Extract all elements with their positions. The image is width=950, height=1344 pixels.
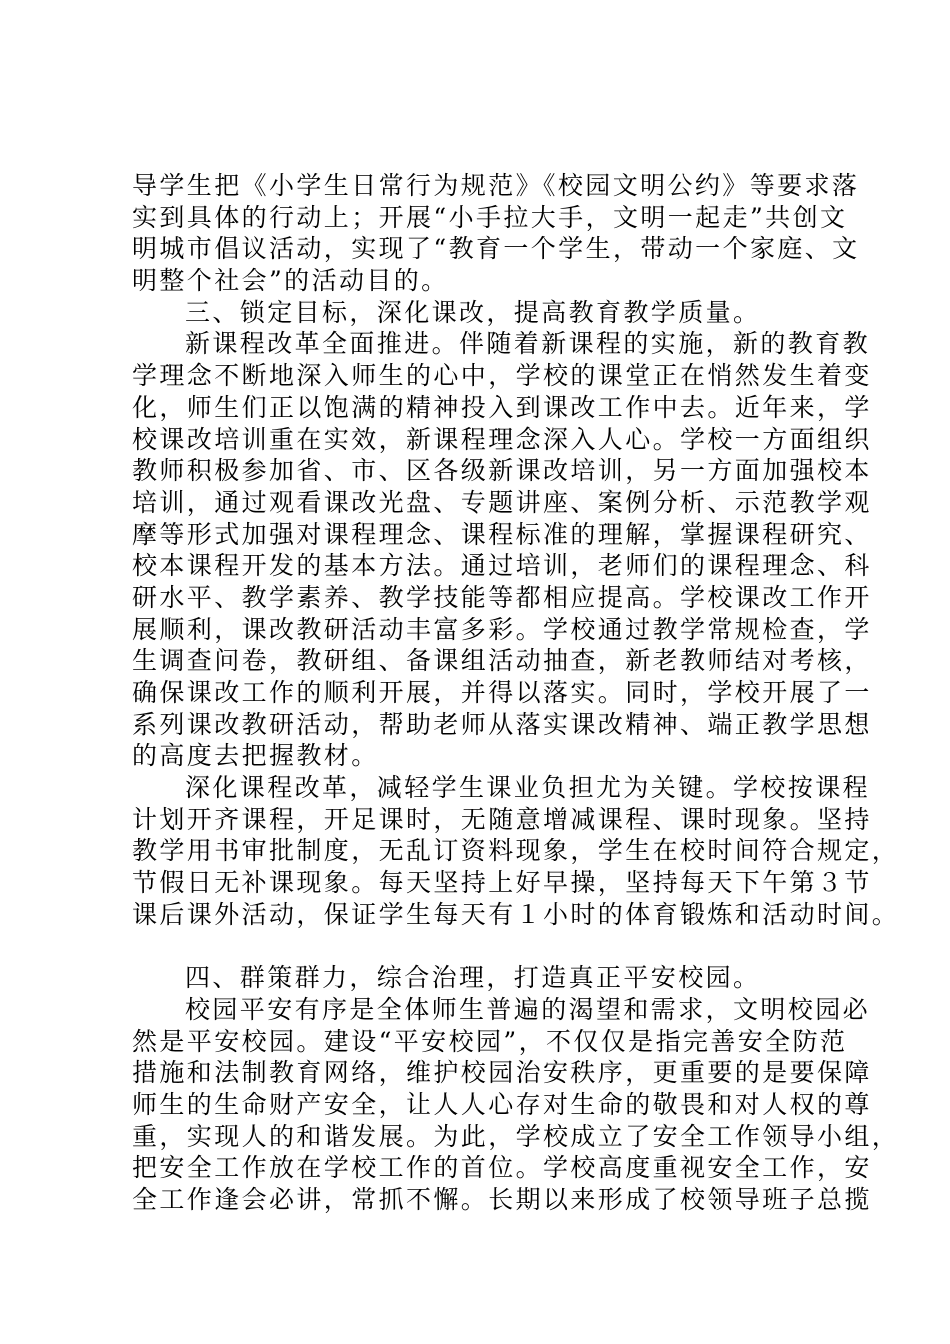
text-line: 课后课外活动，保证学生每天有１小时的体育锻炼和活动时间。 (132, 899, 900, 929)
section-heading: 四、群策群力，综合治理，打造真正平安校园。 (185, 963, 761, 993)
text-line: 展顺利，课改教研活动丰富多彩。学校通过教学常规检查，学 (132, 614, 872, 644)
text-line: 深化课程改革，减轻学生课业负担尤为关键。学校按课程 (185, 773, 871, 803)
text-line: 节假日无补课现象。每天坚持上好早操，坚持每天下午第３节 (132, 868, 872, 898)
text-line: 研水平、教学素养、教学技能等都相应提高。学校课改工作开 (132, 582, 872, 612)
text-line: 确保课改工作的顺利开展，并得以落实。同时，学校开展了一 (132, 678, 872, 707)
text-line: 校本课程开发的基本方法。通过培训，老师们的课程理念、科 (132, 551, 872, 581)
text-line: 把安全工作放在学校工作的首位。学校高度重视安全工作，安 (132, 1153, 872, 1183)
text-line: 措施和法制教育网络，维护校园治安秩序，更重要的是要保障 (132, 1058, 872, 1088)
text-line: 系列课改教研活动，帮助老师从落实课改精神、端正教学思想 (132, 709, 872, 739)
text-line: 重，实现人的和谐发展。为此，学校成立了安全工作领导小组， (132, 1121, 900, 1151)
text-line: 学理念不断地深入师生的心中，学校的课堂正在悄然发生着变 (132, 361, 872, 391)
text-line: 教学用书审批制度，无乱订资料现象，学生在校时间符合规定， (132, 836, 900, 866)
document-body (132, 170, 900, 1216)
text-line: 生调查问卷，教研组、备课组活动抽查，新老教师结对考核， (132, 646, 872, 676)
text-line: 全工作逢会必讲，常抓不懈。长期以来形成了校领导班子总揽 (132, 1185, 872, 1214)
text-line: 实到具体的行动上；开展“小手拉大手，文明一起走”共创文 (132, 202, 848, 232)
text-line: 培训，通过观看课改光盘、专题讲座、案例分析、示范教学观 (132, 487, 872, 517)
text-line: 校园平安有序是全体师生普遍的渴望和需求，文明校园必 (185, 994, 871, 1024)
text-line: 计划开齐课程，开足课时，无随意增减课程、课时现象。坚持 (132, 804, 872, 834)
text-line: 然是平安校园。建设“平安校园”，不仅仅是指完善安全防范 (132, 1026, 848, 1056)
text-line: 新课程改革全面推进。伴随着新课程的实施，新的教育教 (185, 329, 871, 359)
paragraph-gap (132, 931, 832, 963)
text-line: 校课改培训重在实效，新课程理念深入人心。学校一方面组织 (132, 424, 872, 454)
text-line: 化，师生们正以饱满的精神投入到课改工作中去。近年来，学 (132, 392, 872, 422)
section-heading: 三、锁定目标，深化课改，提高教育教学质量。 (185, 297, 761, 327)
text-line: 师生的生命财产安全，让人人心存对生命的敬畏和对人权的尊 (132, 1089, 872, 1119)
text-line: 教师积极参加省、市、区各级新课改培训，另一方面加强校本 (132, 456, 872, 486)
text-line: 明整个社会”的活动目的。 (132, 266, 449, 296)
text-line: 导学生把《小学生日常行为规范》《校园文明公约》等要求落 (132, 171, 860, 200)
text-line: 的高度去把握教材。 (132, 741, 379, 771)
text-line: 明城市倡议活动，实现了“教育一个学生，带动一个家庭、文 (132, 234, 860, 264)
text-line: 摩等形式加强对课程理念、课程标准的理解，掌握课程研究、 (132, 519, 872, 549)
